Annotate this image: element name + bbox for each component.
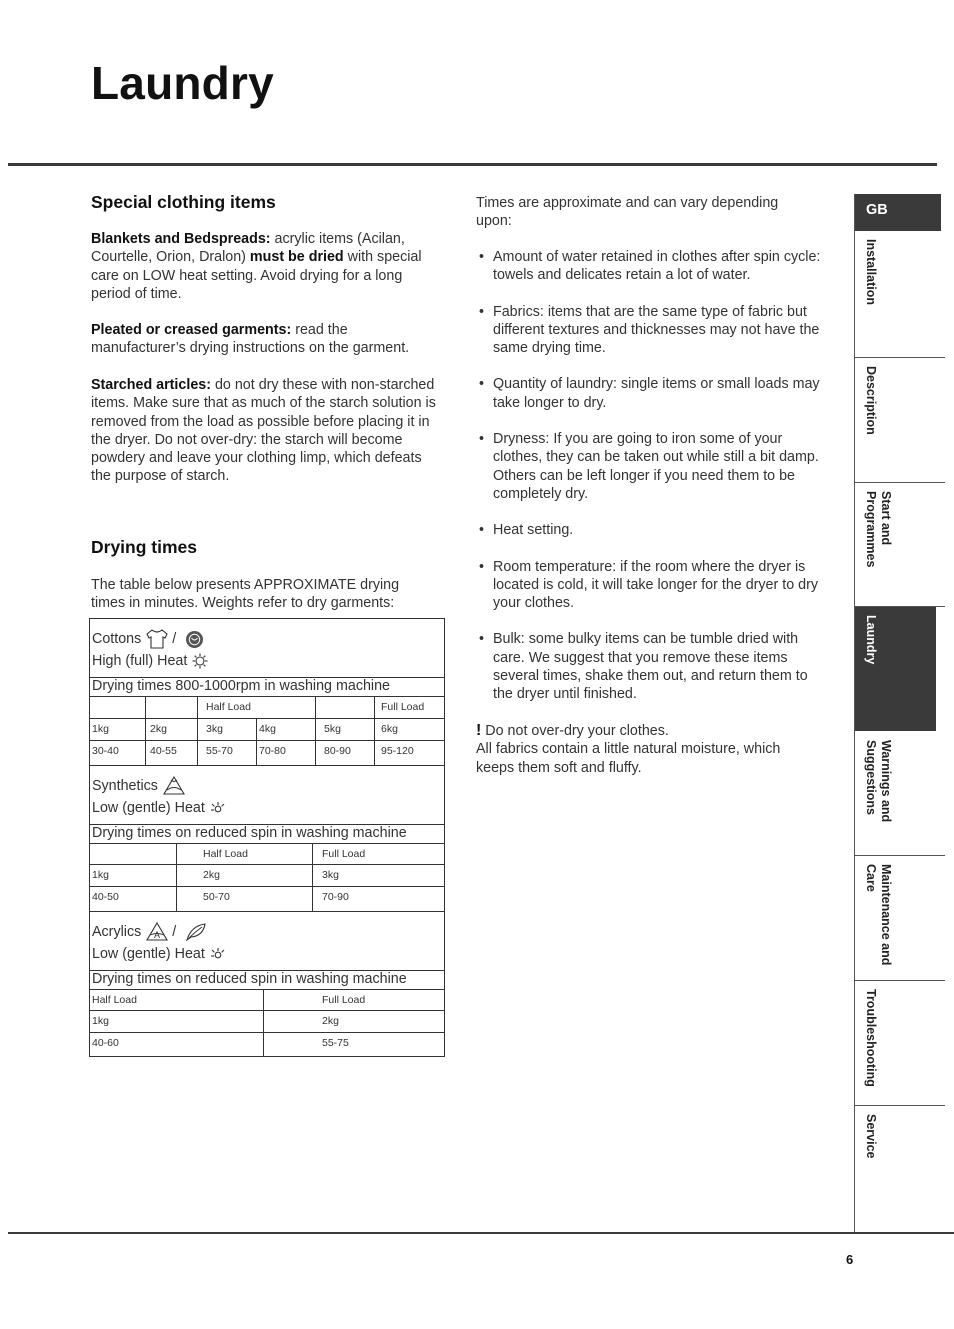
moisture-note: All fabrics contain a little natural moisture, which keeps them soft and fluffy. (476, 741, 781, 776)
list-item: • Bulk: some bulky items can be tumble dried with care. We suggest that you remove these items several times, shake them out, and return them to the dryer until finished. (476, 630, 822, 703)
table-cell: 40-50 (92, 891, 119, 903)
list-item: • Room temperature: if the room where the dryer is located is cold, it will take longer for the dryer to dry your clothes. (476, 558, 822, 613)
table-cell (90, 844, 176, 864)
tab-warnings-and-suggestions[interactable] (855, 732, 945, 856)
drying-times-heading: Drying times (91, 537, 197, 557)
acrylics-separator: / (172, 924, 177, 940)
table-cell: 1kg (92, 869, 109, 881)
tab-description[interactable] (855, 358, 945, 483)
table-row (90, 740, 444, 765)
tab-service[interactable] (855, 1106, 945, 1226)
high-heat-icon (192, 653, 208, 669)
synthetic-fabric-icon (163, 776, 185, 796)
table-row (90, 989, 444, 1010)
table-cell: 6kg (374, 719, 444, 740)
acrylics-subheading: Drying times on reduced spin in washing machine (90, 970, 444, 989)
synthetics-heat: Low (gentle) Heat (92, 800, 205, 816)
synthetics-label: Synthetics (92, 778, 158, 794)
blankets-emphasis: must be dried (249, 249, 344, 266)
table-cell: 1kg (92, 723, 109, 735)
acrylics-section (90, 912, 444, 1057)
starched-label: Starched articles: (91, 377, 211, 393)
blankets-text-1: acrylic items (Acilan, Courtelle, Orion, Dralon) (91, 231, 405, 266)
tab-label: Installation (864, 239, 878, 305)
svg-text:A: A (154, 930, 161, 940)
table-cell: Half Load (176, 844, 312, 864)
table-row (90, 1032, 444, 1056)
table-row (90, 696, 444, 718)
table-row (90, 718, 444, 740)
table-cell: Full Load (263, 990, 442, 1010)
list-item: • Dryness: If you are going to iron some of your clothes, they can be taken out while still a bit damp. Others can be left longer if you need them to be completely dry. (476, 430, 822, 503)
tab-start-and-programmes[interactable] (855, 483, 945, 607)
acrylic-fabric-icon (146, 922, 168, 942)
drying-times-table (89, 618, 445, 1057)
table-cell: 5kg (315, 719, 374, 740)
table-cell: 80-90 (315, 741, 374, 765)
page-title: Laundry (91, 57, 274, 109)
list-item: • Amount of water retained in clothes after spin cycle: towels and delicates retain a lot of water. (476, 248, 822, 285)
table-cell: 2kg (176, 865, 312, 886)
acrylics-label: Acrylics (92, 924, 142, 940)
tab-laundry[interactable] (855, 607, 936, 731)
pleated-paragraph (91, 321, 441, 358)
list-item: • Quantity of laundry: single items or small loads may take longer to dry. (476, 375, 822, 412)
table-cell: Full Load (312, 844, 442, 864)
footer-divider (8, 1232, 954, 1234)
pleated-text: read the manufacturer’s drying instructions on the garment. (91, 322, 410, 357)
tumble-dry-icon (185, 630, 204, 649)
list-item: • Heat setting. (476, 521, 822, 539)
table-cell: 3kg (197, 719, 256, 740)
table-cell (315, 697, 374, 718)
drying-times-intro: The table below presents APPROXIMATE drying times in minutes. Weights refer to dry garments: (91, 577, 400, 612)
table-cell (145, 697, 197, 718)
blankets-paragraph (91, 230, 441, 303)
list-item: • Fabrics: items that are the same type of fabric but different textures and thicknesses may not have the same drying time. (476, 303, 822, 358)
table-cell (90, 697, 145, 718)
warning-mark: ! (476, 722, 482, 739)
tab-label: Laundry (864, 615, 878, 665)
table-row (90, 886, 444, 911)
language-badge: GB (855, 194, 941, 231)
table-cell: 30-40 (92, 745, 119, 757)
blankets-text-2: with special care on LOW heat setting. Avoid drying for a long period of time. (91, 249, 422, 302)
factors-intro: Times are approximate and can vary depending upon: (476, 195, 779, 230)
table-cell: 55-75 (263, 1033, 442, 1056)
warning-paragraph (476, 722, 816, 777)
tab-installation[interactable] (855, 231, 945, 358)
table-cell: 3kg (312, 865, 442, 886)
table-cell: 55-70 (197, 741, 256, 765)
table-row (90, 843, 444, 864)
starched-paragraph (91, 376, 443, 486)
special-items-heading: Special clothing items (91, 192, 276, 212)
cottons-heat: High (full) Heat (92, 653, 188, 669)
title-divider (8, 163, 937, 166)
synthetics-subheading: Drying times on reduced spin in washing machine (90, 824, 444, 843)
table-cell: 2kg (145, 719, 197, 740)
tab-label: Warnings and Suggestions (864, 740, 893, 823)
factors-list (476, 248, 822, 722)
low-heat-icon (210, 800, 226, 816)
tab-label: Maintenance and Care (864, 864, 893, 966)
cottons-label: Cottons (92, 631, 142, 647)
acrylics-heat: Low (gentle) Heat (92, 946, 205, 962)
table-cell: Half Load (197, 697, 315, 718)
tab-label: Start and Programmes (864, 491, 893, 568)
table-cell: 70-90 (312, 887, 442, 911)
table-cell: 4kg (256, 719, 315, 740)
table-cell: Full Load (374, 697, 444, 718)
cottons-section (90, 619, 444, 766)
starched-text: do not dry these with non-starched items. Make sure that as much of the starch solution is removed from the load as possible before placing it in the dryer. Do not over-dry: the starch will become powdery and leave your clothing limp, which defeats the purpose of starch. (91, 377, 436, 485)
table-cell: 2kg (263, 1011, 442, 1032)
delicate-leaf-icon (185, 922, 207, 942)
table-cell: 40-55 (145, 741, 197, 765)
table-cell: 40-60 (92, 1037, 119, 1049)
warning-text: Do not over-dry your clothes. (481, 723, 669, 739)
cottons-subheading: Drying times 800-1000rpm in washing machine (90, 677, 444, 696)
tab-label: Description (864, 366, 878, 435)
blankets-label: Blankets and Bedspreads: (91, 231, 271, 247)
table-cell: 50-70 (176, 887, 312, 911)
pleated-label: Pleated or creased garments: (91, 322, 292, 338)
table-cell: 1kg (92, 1015, 109, 1027)
tab-troubleshooting[interactable] (855, 981, 945, 1106)
table-row (90, 864, 444, 886)
cottons-separator: / (172, 631, 177, 647)
tab-label: Service (864, 1114, 878, 1159)
shirt-icon (146, 629, 168, 649)
page-number: 6 (846, 1252, 854, 1267)
table-cell: 70-80 (256, 741, 315, 765)
tab-maintenance-and-care[interactable] (855, 856, 945, 981)
table-row (90, 1010, 444, 1032)
table-cell: Half Load (92, 994, 137, 1006)
low-heat-icon (210, 946, 226, 962)
table-cell: 95-120 (374, 741, 444, 765)
tab-label: Troubleshooting (864, 989, 878, 1087)
synthetics-section (90, 766, 444, 912)
